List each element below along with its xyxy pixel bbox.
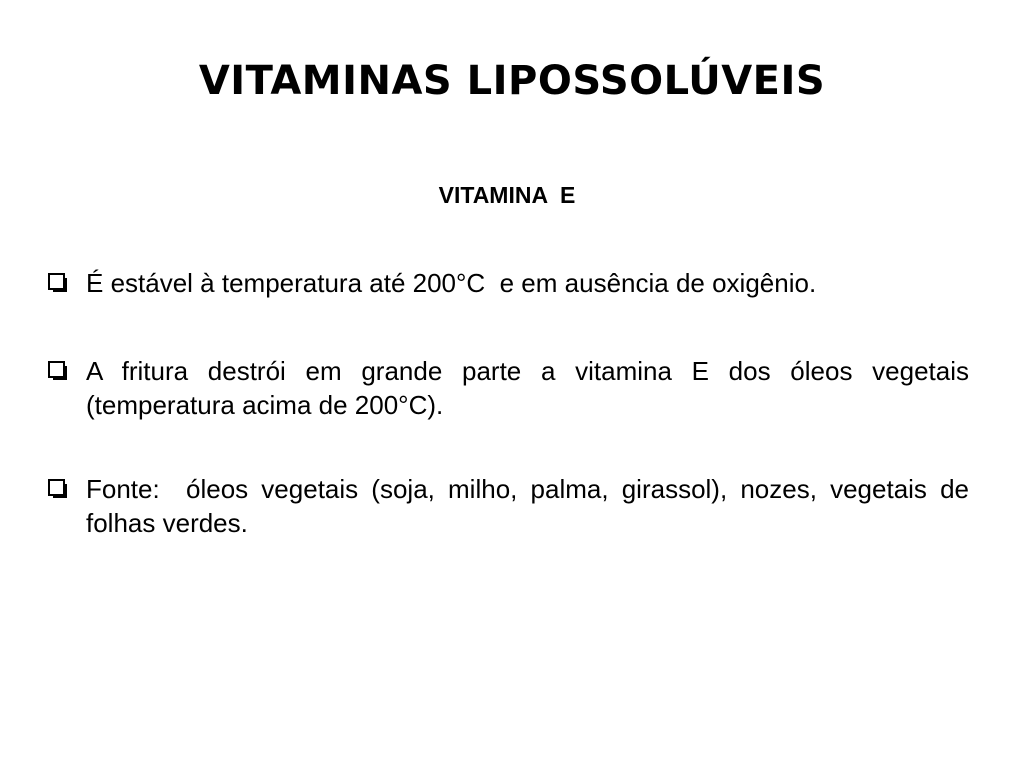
slide-title: VITAMINAS LIPOSSOLÚVEIS (198, 58, 826, 104)
bullet-item-1 (48, 266, 969, 300)
bullet-list (48, 266, 977, 594)
checkbox-square-icon (48, 273, 68, 293)
bullet-text: Fonte: óleos vegetais (soja, milho, palma, girassol), nozes, vegetais de folhas verdes. (86, 474, 977, 538)
bullet-item-3 (48, 472, 977, 540)
slide-subtitle: VITAMINA E (438, 182, 576, 208)
bullet-text: A fritura destrói em grande parte a vitamina E dos óleos vegetais (temperatura acima de 200°C). (86, 356, 977, 420)
checkbox-square-icon (48, 479, 68, 499)
checkbox-square-icon (48, 361, 68, 381)
bullet-item-2 (48, 354, 977, 422)
bullet-text: É estável à temperatura até 200°C e em ausência de oxigênio. (86, 268, 817, 298)
